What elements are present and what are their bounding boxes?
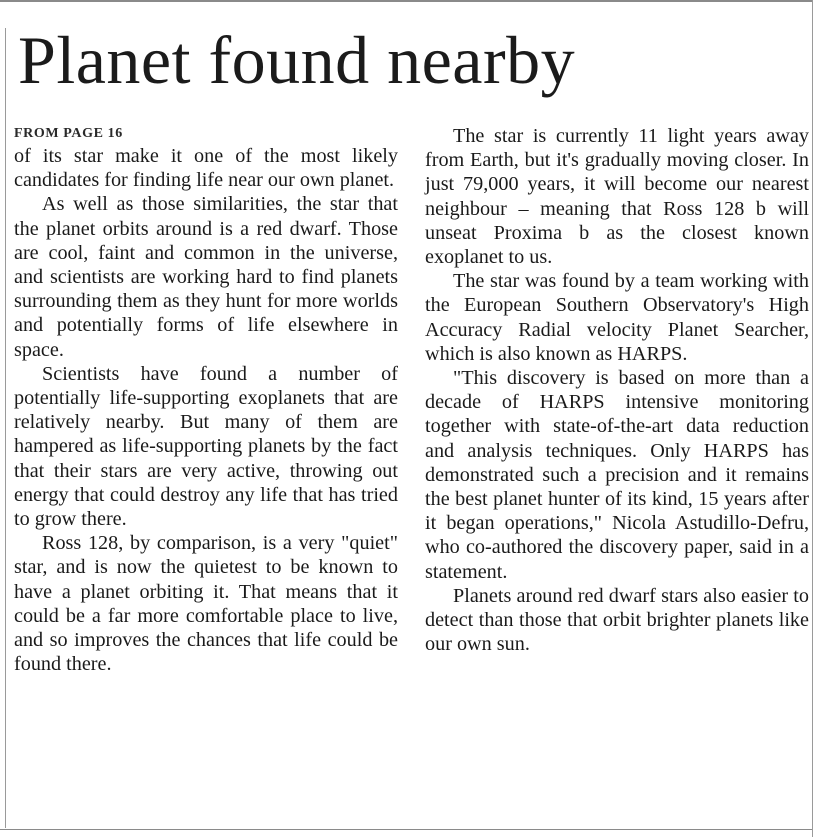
article-column-left — [14, 124, 398, 676]
paragraph: Ross 128, by comparison, is a very "quiet" star, and is now the quietest to be known to have a planet orbiting it. That means that it could be a far more comfortable place to live, and so improves the chances that life could be found there. — [14, 532, 398, 676]
paragraph: As well as those similarities, the star that the planet orbits around is a red dwarf. Those are cool, faint and common in the universe, and scientists are working hard to find planets surrounding them as they hunt for more worlds and potentially forms of life elsewhere in space. — [14, 193, 398, 361]
paragraph: Planets around red dwarf stars also easier to detect than those that orbit brighter planets like our own sun. — [425, 584, 809, 656]
paragraph: The star was found by a team working with the European Southern Observatory's High Accuracy Radial velocity Planet Searcher, which is also known as HARPS. — [425, 270, 809, 365]
headline: Planet found nearby — [18, 22, 576, 98]
article-column-right — [425, 124, 809, 656]
paragraph: "This discovery is based on more than a decade of HARPS intensive monitoring together with state-of-the-art data reduction and analysis techniques. Only HARPS has demonstrated such a precision and it remains the best planet hunter of its kind, 15 years after it began operations," Nicola Astudillo-Defru, who co-authored the discovery paper, said in a statement. — [425, 367, 809, 583]
paragraph: Scientists have found a number of potentially life-supporting exoplanets that are relatively nearby. But many of them are hampered as life-supporting planets by the fact that their stars are very active, throwing out energy that could destroy any life that has tried to grow there. — [14, 362, 398, 531]
bottom-rule — [0, 829, 812, 830]
left-column-rule — [5, 28, 6, 828]
paragraph: The star is currently 11 light years away from Earth, but it's gradually moving closer. In just 79,000 years, it will become our nearest neighbour – meaning that Ross 128 b will unseat Proxima b as the closest known exoplanet to us. — [425, 125, 809, 269]
right-column-rule — [812, 0, 813, 837]
jump-label: FROM PAGE 16 — [14, 126, 123, 141]
paragraph: of its star make it one of the most likely candidates for finding life near our own planet. — [14, 145, 398, 192]
top-rule — [0, 0, 812, 2]
